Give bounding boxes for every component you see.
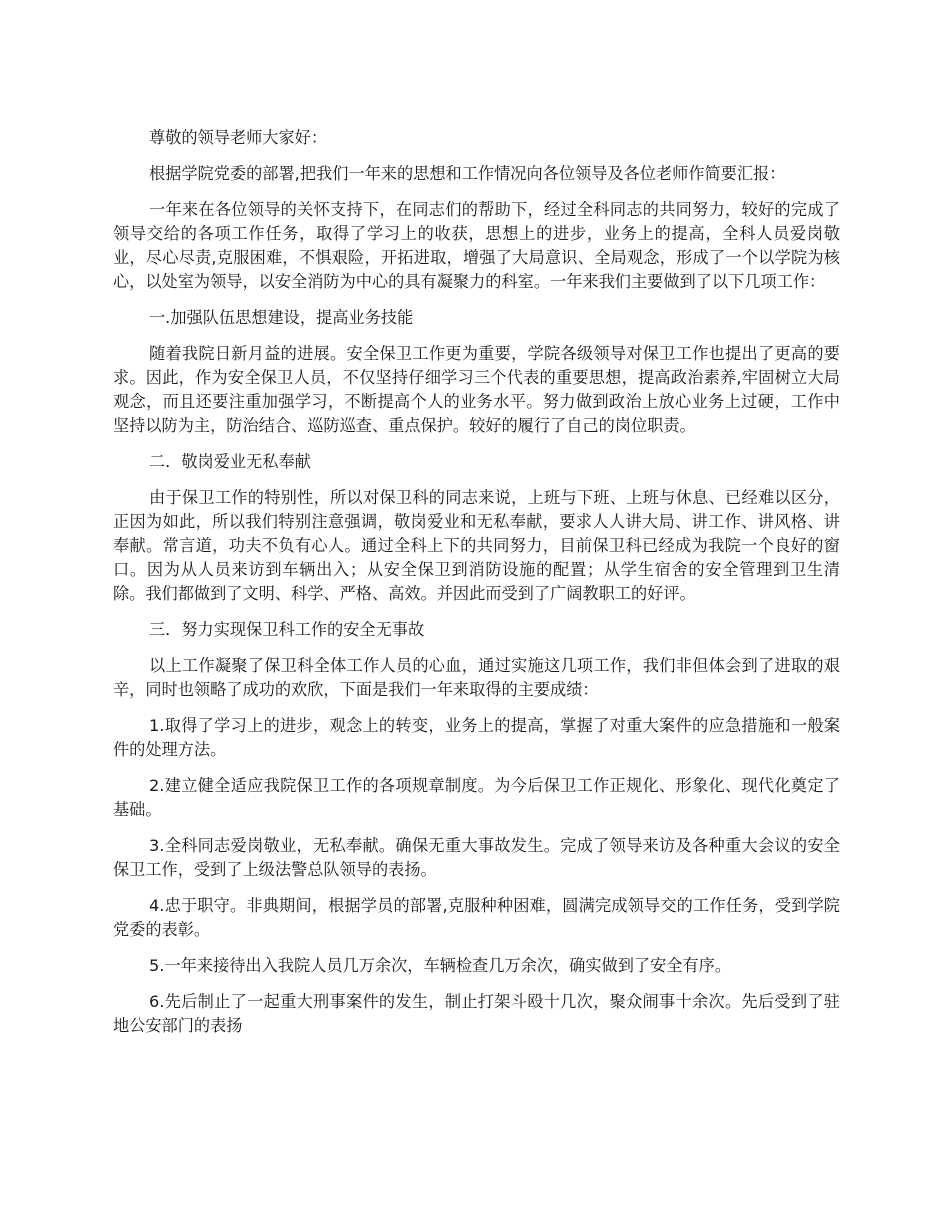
section-1-paragraph: 随着我院日新月益的进展。安全保卫工作更为重要，学院各级领导对保卫工作也提出了更高的要求。因此，作为安全保卫人员，不仅坚持仔细学习三个代表的重要思想，提高政治素养,牢固树立大局观念，而且还要注重加强学习，不断提高个人的业务水平。努力做到政治上放心业务上过硬，工作中坚持以防为主，防治结合、巡防巡查、重点保护。较好的履行了自己的岗位职责。 <box>113 344 840 435</box>
achievement-item-5: 5.一年来接待出入我院人员几万余次，车辆检查几万余次，确实做到了安全有序。 <box>149 956 732 975</box>
section-heading-2: 二．敬岗爱业无私奉献 <box>149 452 311 471</box>
section-heading-1: 一.加强队伍思想建设，提高业务技能 <box>149 308 414 327</box>
summary-paragraph: 一年来在各位领导的关怀支持下，在同志们的帮助下，经过全科同志的共同努力，较好的完成了领导交给的各项工作任务，取得了学习上的收获，思想上的进步，业务上的提高，全科人员爱岗敬业，尽心尽责,克服困难，不惧艰险，开拓进取，增强了大局意识、全局观念，形成了一个以学院为核心，以处室为领导，以安全消防为中心的具有凝聚力的科室。一年来我们主要做到了以下几项工作： <box>113 200 840 291</box>
achievement-item-3: 3.全科同志爱岗敬业，无私奉献。确保无重大事故发生。完成了领导来访及各种重大会议的安全保卫工作，受到了上级法警总队领导的表扬。 <box>113 836 840 879</box>
section-3-paragraph: 以上工作凝聚了保卫科全体工作人员的心血，通过实施这几项工作，我们非但体会到了进取的艰辛，同时也领略了成功的欢欣，下面是我们一年来取得的主要成绩： <box>113 656 840 699</box>
achievement-item-1: 1.取得了学习上的进步，观念上的转变，业务上的提高，掌握了对重大案件的应急措施和一般案件的处理方法。 <box>113 716 840 759</box>
achievement-item-4: 4.忠于职守。非典期间，根据学员的部署,克服种种困难，圆满完成领导交的工作任务，受到学院党委的表彰。 <box>113 896 840 939</box>
achievement-item-2: 2.建立健全适应我院保卫工作的各项规章制度。为今后保卫工作正规化、形象化、现代化奠定了基础。 <box>113 776 840 819</box>
intro-paragraph: 根据学院党委的部署,把我们一年来的思想和工作情况向各位领导及各位老师作简要汇报： <box>149 164 786 183</box>
greeting-paragraph: 尊敬的领导老师大家好： <box>149 128 328 147</box>
section-heading-3: 三．努力实现保卫科工作的安全无事故 <box>149 620 425 639</box>
document-body <box>113 126 840 1038</box>
section-2-paragraph: 由于保卫工作的特别性，所以对保卫科的同志来说，上班与下班、上班与休息、已经难以区分，正因为如此，所以我们特别注意强调，敬岗爱业和无私奉献，要求人人讲大局、讲工作、讲风格、讲奉献。常言道，功夫不负有心人。通过全科上下的共同努力，目前保卫科已经成为我院一个良好的窗口。因为从人员来访到车辆出入；从安全保卫到消防设施的配置；从学生宿舍的安全管理到卫生清除。我们都做到了文明、科学、严格、高效。并因此而受到了广阔教职工的好评。 <box>113 488 840 603</box>
achievement-item-6: 6.先后制止了一起重大刑事案件的发生，制止打架斗殴十几次，聚众闹事十余次。先后受到了驻地公安部门的表扬 <box>113 992 840 1035</box>
